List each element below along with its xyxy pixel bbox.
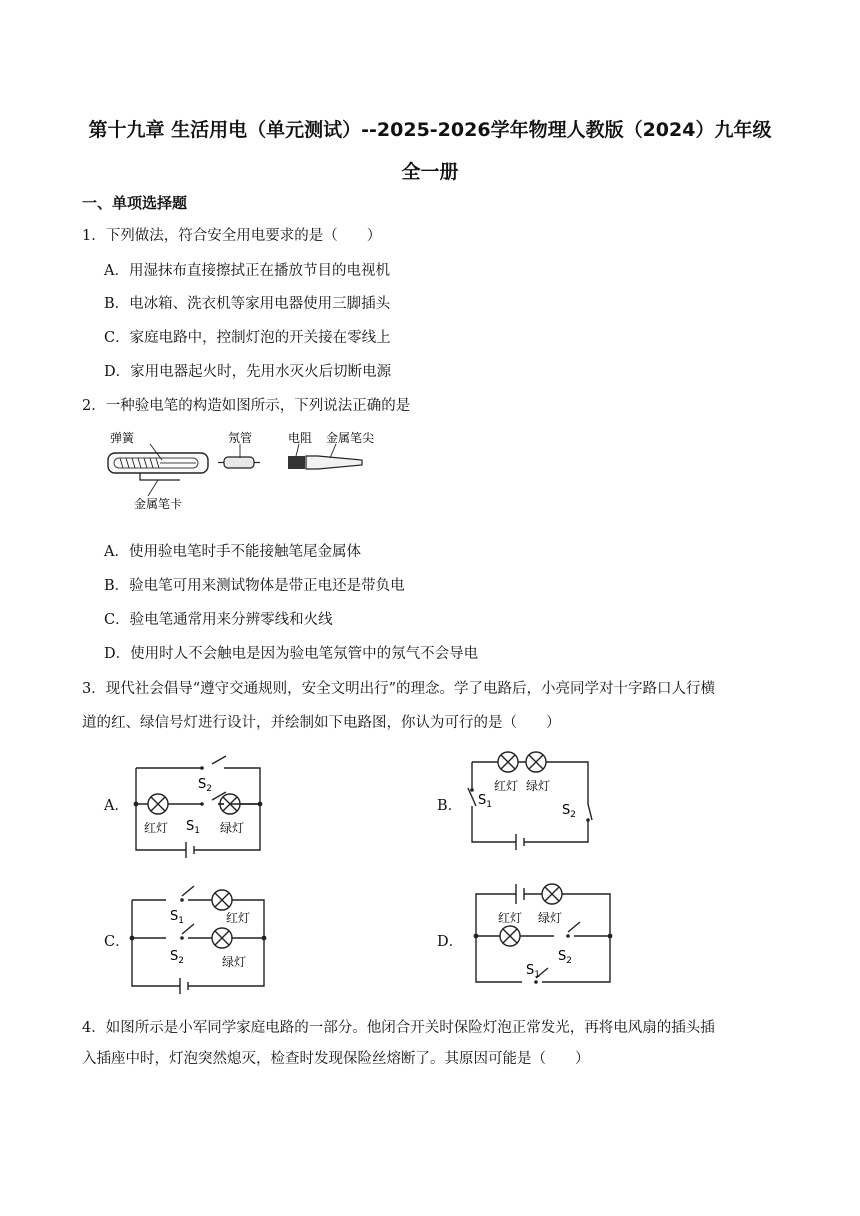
diagram-c-s1: S <box>170 909 179 924</box>
svg-text:S1 <box>186 819 200 836</box>
circuit-diagram-a <box>130 752 270 860</box>
svg-text:S1 <box>478 793 492 810</box>
question-1-option-c: C．家庭电路中，控制灯泡的开关接在零线上 <box>104 330 391 346</box>
diagram-b-s1-sub: 1 <box>486 800 492 810</box>
diagram-c-s2-sub: 2 <box>178 956 184 966</box>
circuit-diagram-d <box>470 878 618 992</box>
question-2-option-d: D．使用时人不会触电是因为验电笔氖管中的氖气不会导电 <box>104 646 479 662</box>
label-metal-clip: 金属笔卡 <box>134 497 183 511</box>
question-3-stem-line-1: 3．现代社会倡导“遵守交通规则，安全文明出行”的理念。学了电路后，小亮同学对十字路口人行横 <box>82 681 716 697</box>
diagram-a-s1-sub: 1 <box>194 826 200 836</box>
svg-text:S2 <box>170 949 184 966</box>
circuit-diagram-b <box>464 750 600 850</box>
label-metal-tip: 金属笔尖 <box>326 431 375 445</box>
question-1-stem: 1．下列做法，符合安全用电要求的是（ ） <box>82 228 382 244</box>
diagram-a-s2-sub: 2 <box>206 784 212 794</box>
diagram-b-s2: S <box>562 803 571 818</box>
diagram-d-s2-sub: 2 <box>566 956 572 966</box>
circuit-diagram-c <box>126 878 272 996</box>
diagram-b-green-lamp: 绿灯 <box>526 779 551 793</box>
diagram-a-s2: S <box>198 777 207 792</box>
question-1-option-b: B．电冰箱、洗衣机等家用电器使用三脚插头 <box>104 296 391 312</box>
question-2-option-c: C．验电笔通常用来分辨零线和火线 <box>104 612 333 628</box>
diagram-b-s1: S <box>478 793 487 808</box>
diagram-d-red-lamp: 红灯 <box>498 911 523 925</box>
diagram-b-red-lamp: 红灯 <box>494 779 519 793</box>
svg-text:S1 <box>526 963 540 980</box>
question-3-stem-line-2: 道的红、绿信号灯进行设计，并绘制如下电路图，你认为可行的是（ ） <box>82 715 561 731</box>
diagram-a-label: A． <box>104 798 129 814</box>
question-1-option-d: D．家用电器起火时，先用水灭火后切断电源 <box>104 364 392 380</box>
question-4-stem-line-1: 4．如图所示是小军同学家庭电路的一部分。他闭合开关时保险灯泡正常发光，再将电风扇的插头插 <box>82 1020 715 1036</box>
diagram-b-label: B． <box>437 798 463 814</box>
label-neon-tube: 氖管 <box>228 431 253 445</box>
section-heading: 一、单项选择题 <box>82 194 188 212</box>
diagram-d-label: D． <box>437 934 464 950</box>
diagram-d-s2: S <box>558 949 567 964</box>
diagram-b-s2-sub: 2 <box>570 810 576 820</box>
label-resistor: 电阻 <box>288 431 313 445</box>
svg-text:S2 <box>198 777 212 794</box>
diagram-a-s1: S <box>186 819 195 834</box>
question-1-option-a: A．用湿抹布直接擦拭正在播放节目的电视机 <box>104 263 390 279</box>
question-4-stem-line-2: 入插座中时，灯泡突然熄灭，检查时发现保险丝熔断了。其原因可能是（ ） <box>82 1051 590 1067</box>
svg-text:S2 <box>558 949 572 966</box>
test-pen-figure <box>100 428 400 514</box>
diagram-c-green-lamp: 绿灯 <box>222 955 247 969</box>
label-spring: 弹簧 <box>110 431 135 445</box>
diagram-d-green-lamp: 绿灯 <box>538 911 563 925</box>
diagram-d-s1-sub: 1 <box>534 970 540 980</box>
document-title-line-2: 全一册 <box>401 161 459 183</box>
diagram-c-red-lamp: 红灯 <box>226 911 251 925</box>
question-2-option-a: A．使用验电笔时手不能接触笔尾金属体 <box>104 544 361 560</box>
question-2-stem: 2．一种验电笔的构造如图所示，下列说法正确的是 <box>82 398 411 414</box>
question-2-option-b: B．验电笔可用来测试物体是带正电还是带负电 <box>104 578 405 594</box>
svg-text:S1 <box>170 909 184 926</box>
diagram-c-s1-sub: 1 <box>178 916 184 926</box>
diagram-d-s1: S <box>526 963 535 978</box>
document-title-line-1: 第十九章 生活用电（单元测试）--2025-2026学年物理人教版（2024）九年级 <box>88 119 772 141</box>
diagram-a-red-lamp: 红灯 <box>144 821 169 835</box>
diagram-a-green-lamp: 绿灯 <box>220 821 245 835</box>
svg-text:S2 <box>562 803 576 820</box>
diagram-c-label: C． <box>104 934 130 950</box>
diagram-c-s2: S <box>170 949 179 964</box>
